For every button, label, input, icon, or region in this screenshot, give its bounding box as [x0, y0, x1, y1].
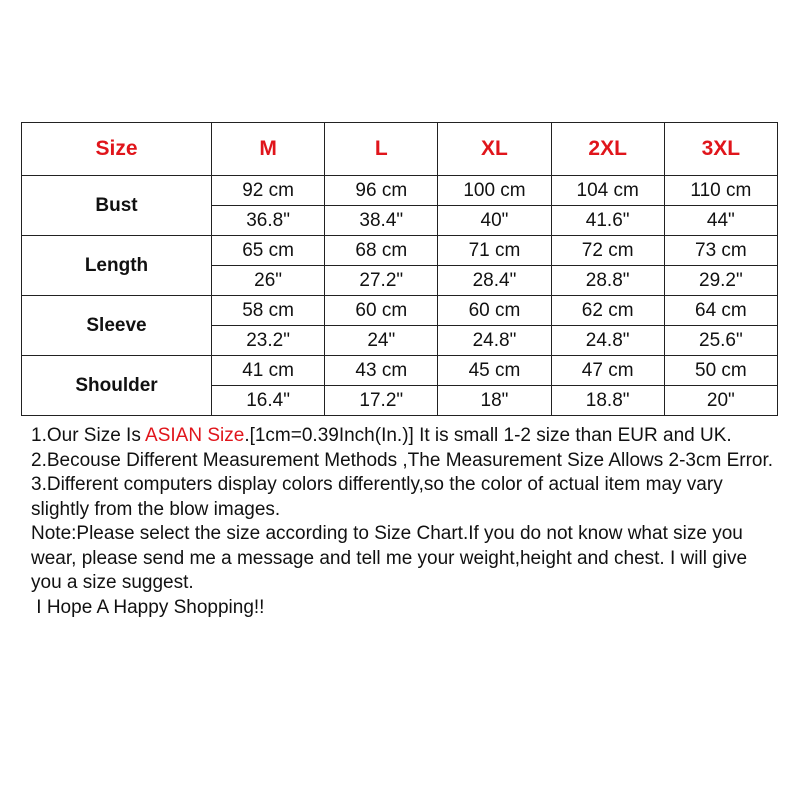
note-text: 1.Our Size Is: [31, 425, 146, 446]
table-cell: 92 cm: [212, 176, 325, 206]
row-label-sleeve: Sleeve: [22, 296, 212, 356]
table-cell: 41 cm: [212, 356, 325, 386]
table-cell: 24.8": [438, 326, 551, 356]
table-cell: 28.4": [438, 266, 551, 296]
note-measurement-error: 2.Becouse Different Measurement Methods ,The Measurement Size Allows 2-3cm Error.: [31, 449, 774, 471]
note-size-advice: Note:Please select the size according to Size Chart.If you do not know what size you wear, please send me a message and tell me your weight,height and chest. I will give you a size suggest.: [31, 523, 748, 593]
table-cell: 62 cm: [551, 296, 664, 326]
table-row: [22, 236, 778, 266]
table-cell: 24.8": [551, 326, 664, 356]
table-cell: 65 cm: [212, 236, 325, 266]
size-header-label: Size: [22, 123, 212, 176]
size-notes: [31, 424, 776, 620]
table-cell: 16.4": [212, 386, 325, 416]
size-header-xl: XL: [438, 123, 551, 176]
asian-size-highlight: ASIAN Size: [145, 425, 245, 446]
table-cell: 71 cm: [438, 236, 551, 266]
table-cell: 28.8": [551, 266, 664, 296]
note-asian-size: [31, 424, 776, 449]
row-label-length: Length: [22, 236, 212, 296]
size-header-2xl: 2XL: [551, 123, 664, 176]
table-cell: 18": [438, 386, 551, 416]
table-cell: 38.4": [325, 206, 438, 236]
table-row: [22, 296, 778, 326]
size-header-m: M: [212, 123, 325, 176]
table-row: [22, 356, 778, 386]
note-text: .[1cm=0.39Inch(In.)] It is small 1-2 size than EUR and UK.: [244, 425, 732, 446]
table-cell: 68 cm: [325, 236, 438, 266]
size-chart-table: [21, 122, 778, 416]
table-cell: 17.2": [325, 386, 438, 416]
table-cell: 45 cm: [438, 356, 551, 386]
table-cell: 41.6": [551, 206, 664, 236]
table-cell: 23.2": [212, 326, 325, 356]
table-cell: 40": [438, 206, 551, 236]
table-cell: 25.6": [664, 326, 777, 356]
table-cell: 20": [664, 386, 777, 416]
note-color-difference: 3.Different computers display colors differently,so the color of actual item may vary slightly from the blow images.: [31, 474, 723, 520]
table-cell: 36.8": [212, 206, 325, 236]
table-cell: 50 cm: [664, 356, 777, 386]
table-cell: 26": [212, 266, 325, 296]
size-header-3xl: 3XL: [664, 123, 777, 176]
table-cell: 72 cm: [551, 236, 664, 266]
table-cell: 100 cm: [438, 176, 551, 206]
table-cell: 47 cm: [551, 356, 664, 386]
table-cell: 24": [325, 326, 438, 356]
table-cell: 110 cm: [664, 176, 777, 206]
table-cell: 58 cm: [212, 296, 325, 326]
row-label-bust: Bust: [22, 176, 212, 236]
table-cell: 64 cm: [664, 296, 777, 326]
size-header-l: L: [325, 123, 438, 176]
table-row: [22, 176, 778, 206]
table-cell: 104 cm: [551, 176, 664, 206]
size-header-row: [22, 123, 778, 176]
table-cell: 44": [664, 206, 777, 236]
table-cell: 27.2": [325, 266, 438, 296]
table-cell: 29.2": [664, 266, 777, 296]
table-cell: 73 cm: [664, 236, 777, 266]
table-cell: 18.8": [551, 386, 664, 416]
row-label-shoulder: Shoulder: [22, 356, 212, 416]
table-cell: 96 cm: [325, 176, 438, 206]
closing-message: I Hope A Happy Shopping!!: [31, 596, 265, 618]
table-cell: 60 cm: [325, 296, 438, 326]
table-cell: 60 cm: [438, 296, 551, 326]
table-cell: 43 cm: [325, 356, 438, 386]
